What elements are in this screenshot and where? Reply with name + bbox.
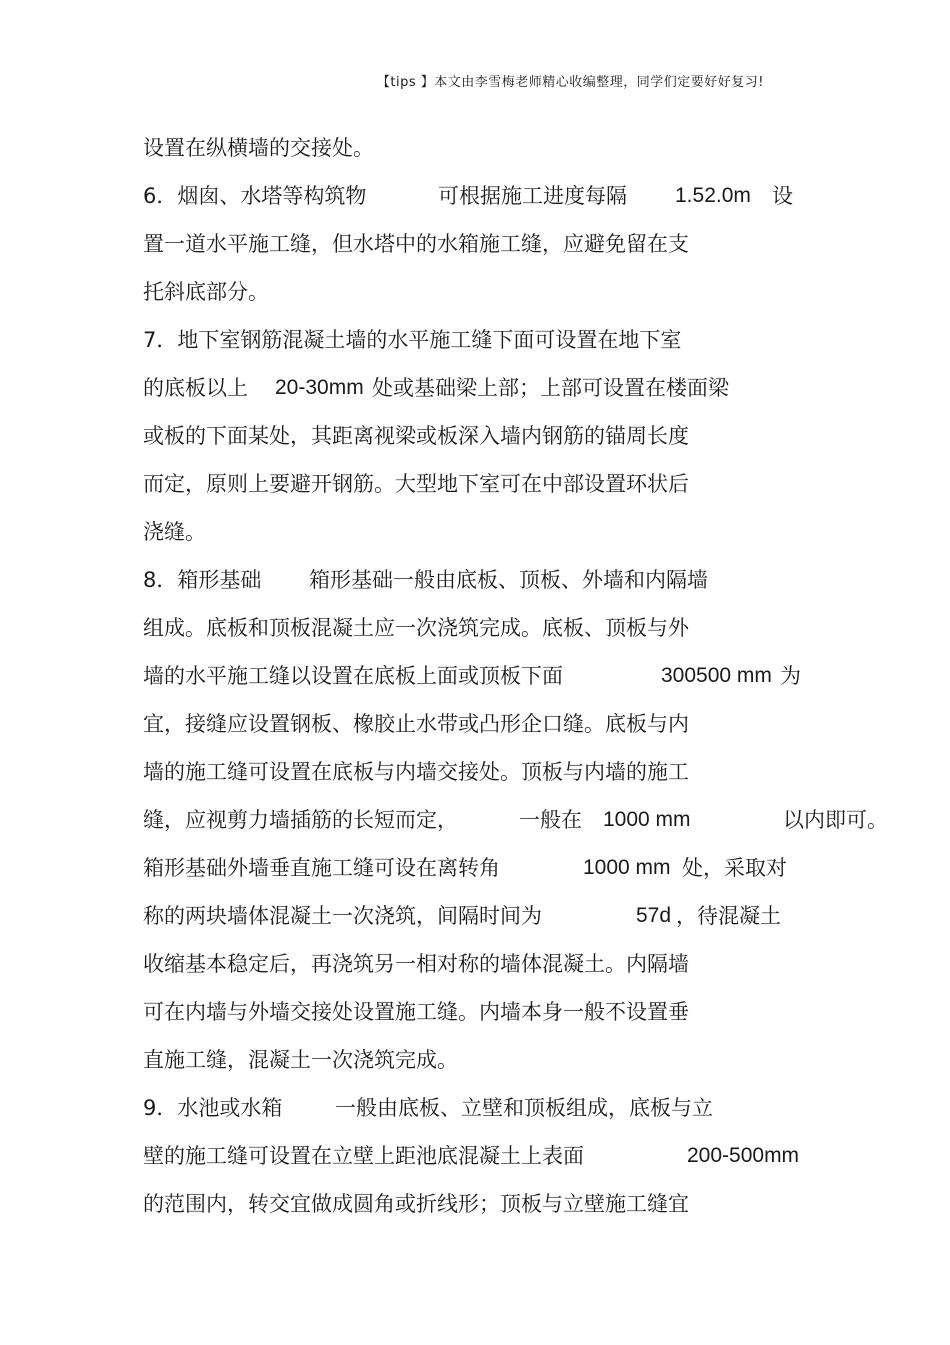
- text-segment: 200-500mm: [687, 1144, 800, 1167]
- text-segment: 的范围内，转交宜做成圆角或折线形；顶板与立壁施工缝宜: [143, 1192, 689, 1216]
- text-segment: 处，采取对: [682, 856, 787, 880]
- text-segment: 直施工缝，混凝土一次浇筑完成。: [143, 1048, 458, 1072]
- text-segment: 缝，应视剪力墙插筋的长短而定，: [143, 808, 458, 832]
- text-segment: 设置在纵横墙的交接处。: [143, 136, 374, 160]
- text-segment: 组成。底板和顶板混凝土应一次浇筑完成。底板、顶板与外: [143, 616, 689, 640]
- text-segment: 壁的施工缝可设置在立壁上距池底混凝土上表面: [143, 1144, 584, 1168]
- text-segment: 1000 mm: [603, 808, 691, 831]
- text-segment: 墙的施工缝可设置在底板与内墙交接处。顶板与内墙的施工: [143, 760, 689, 784]
- text-segment: 宜，接缝应设置钢板、橡胶止水带或凸形企口缝。底板与内: [143, 712, 689, 736]
- text-segment: ，待混凝土: [676, 904, 781, 928]
- text-segment: 而定，原则上要避开钢筋。大型地下室可在中部设置环状后: [143, 472, 689, 496]
- text-segment: 可根据施工进度每隔: [438, 184, 627, 208]
- text-segment: 称的两块墙体混凝土一次浇筑，间隔时间为: [143, 904, 542, 928]
- text-segment: 300500 mm: [661, 664, 772, 687]
- text-segment: 为: [780, 664, 801, 688]
- text-segment: 7．地下室钢筋混凝土墙的水平施工缝下面可设置在地下室: [143, 328, 682, 352]
- text-segment: 1000 mm: [583, 856, 671, 879]
- text-segment: 以内即可。: [783, 808, 888, 832]
- text-segment: 或板的下面某处，其距离视梁或板深入墙内钢筋的锚周长度: [143, 424, 689, 448]
- text-segment: 收缩基本稳定后，再浇筑另一相对称的墙体混凝土。内隔墙: [143, 952, 689, 976]
- text-segment: 6．烟囱、水塔等构筑物: [143, 184, 367, 208]
- text-segment: 20-30mm: [275, 376, 364, 399]
- text-segment: 箱形基础一般由底板、顶板、外墙和内隔墙: [309, 568, 708, 592]
- text-segment: 的底板以上: [143, 376, 248, 400]
- text-segment: 托斜底部分。: [143, 280, 269, 304]
- text-segment: 57d: [636, 904, 672, 927]
- text-segment: 浇缝。: [143, 520, 206, 544]
- text-segment: 设: [772, 184, 793, 208]
- text-segment: 一般由底板、立壁和顶板组成，底板与立: [335, 1096, 713, 1120]
- text-segment: 一般在: [519, 808, 582, 832]
- page-header-tip: 【tips 】本文由李雪梅老师精心收编整理，同学们定要好好复习!: [376, 75, 764, 90]
- text-segment: 1.52.0m: [675, 184, 751, 207]
- text-segment: 8．箱形基础: [143, 568, 262, 592]
- text-segment: 置一道水平施工缝，但水塔中的水箱施工缝，应避免留在支: [143, 232, 689, 256]
- text-segment: 处或基础梁上部；上部可设置在楼面梁: [372, 376, 729, 400]
- text-segment: 墙的水平施工缝以设置在底板上面或顶板下面: [143, 664, 563, 688]
- text-segment: 可在内墙与外墙交接处设置施工缝。内墙本身一般不设置垂: [143, 1000, 689, 1024]
- text-segment: 箱形基础外墙垂直施工缝可设在离转角: [143, 856, 500, 880]
- text-segment: 9．水池或水箱: [143, 1096, 283, 1120]
